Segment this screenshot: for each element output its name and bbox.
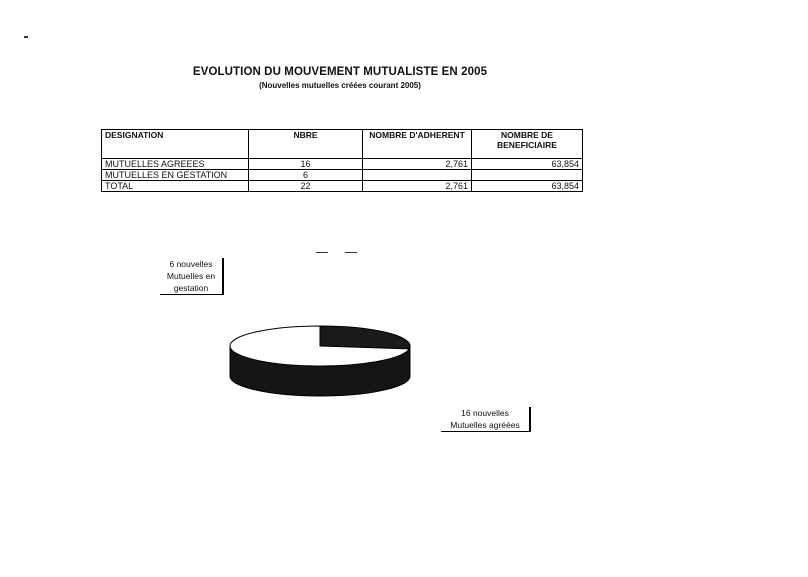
header-designation: DESIGNATION: [102, 130, 249, 159]
table-row: [102, 159, 583, 170]
cell-nbre: 16: [249, 159, 363, 170]
cell-designation: MUTUELLES AGREEES: [102, 159, 249, 170]
cell-beneficiaire: [472, 170, 583, 181]
pie-slice-gestation: [320, 326, 410, 349]
table-row: [102, 170, 583, 181]
table-header-row: [102, 130, 583, 159]
header-adherent: NOMBRE D'ADHERENT: [363, 130, 472, 159]
scan-speck: [345, 252, 357, 253]
header-nbre: NBRE: [249, 130, 363, 159]
scan-speck: [316, 252, 328, 253]
total-nbre: 22: [249, 181, 363, 192]
cell-beneficiaire: 63,854: [472, 159, 583, 170]
document-title: EVOLUTION DU MOUVEMENT MUTUALISTE EN 2005: [192, 66, 488, 78]
scan-speck: [24, 36, 28, 38]
cell-adherent: [363, 170, 472, 181]
total-label: TOTAL: [102, 181, 249, 192]
total-beneficiaire: 63,854: [472, 181, 583, 192]
pie-label-gestation: 6 nouvelles Mutuelles en gestation: [160, 258, 224, 295]
table-total-row: [102, 181, 583, 192]
total-adherent: 2,761: [363, 181, 472, 192]
header-beneficiaire: NOMBRE DE BENEFICIAIRE: [472, 130, 583, 159]
cell-adherent: 2,761: [363, 159, 472, 170]
pie-chart: [225, 322, 425, 402]
document-subtitle: (Nouvelles mutuelles créées courant 2005): [259, 81, 421, 90]
cell-designation: MUTUELLES EN GESTATION: [102, 170, 249, 181]
summary-table: [101, 129, 583, 192]
pie-label-agreees: 16 nouvelles Mutuelles agréées: [441, 407, 531, 432]
cell-nbre: 6: [249, 170, 363, 181]
